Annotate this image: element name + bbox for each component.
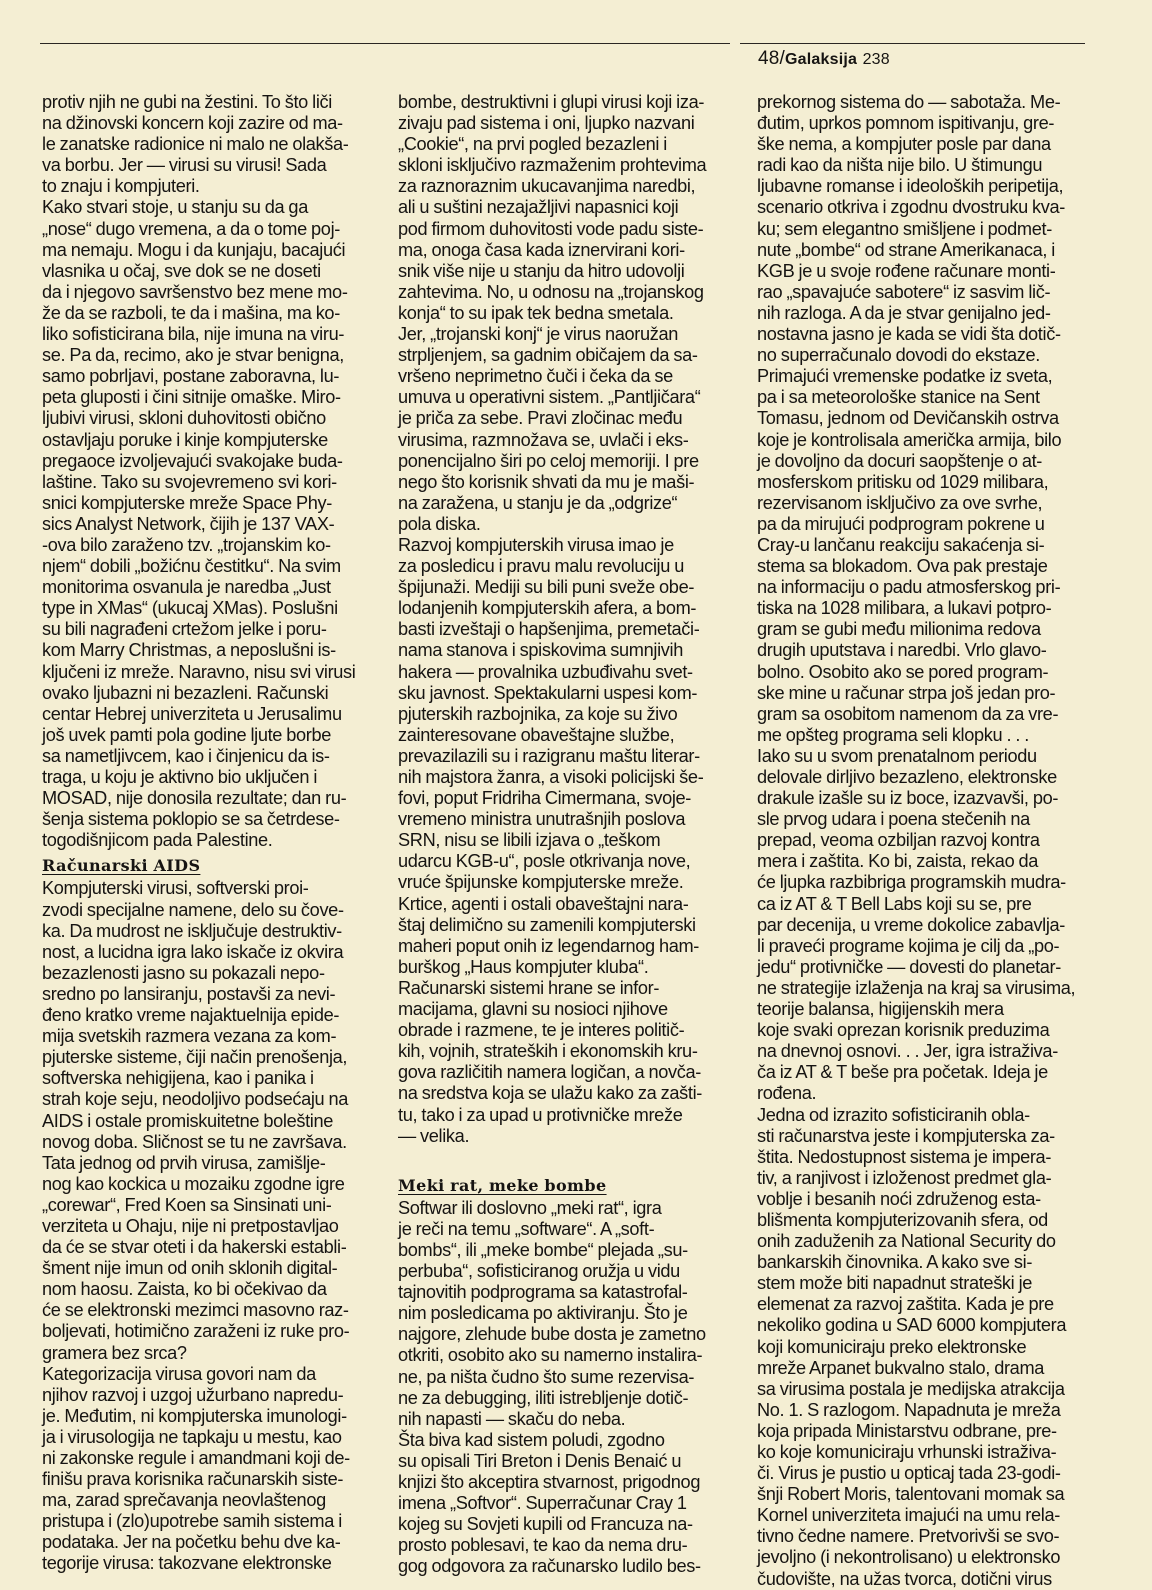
text-line: ni zakonske regule i amandmani koji de- <box>42 1448 350 1468</box>
text-line: ma, onoga časa kada iznervirani kori- <box>398 239 685 260</box>
text-line: tiska na 1028 milibara, a lukavi potpro- <box>757 598 1052 619</box>
text-line: ljubivi virusi, skloni duhovitosti obično <box>42 408 326 429</box>
text-line: bolno. Osobito ako se pored program- <box>757 661 1049 682</box>
text-line: drugih uputstava i naredbi. Vrlo glavo- <box>757 640 1047 661</box>
text-line: burškog „Haus kompjuter kluba“. <box>398 956 649 977</box>
text-line: pola diska. <box>398 513 481 534</box>
text-line: zahtevima. No, u odnosu na „trojanskog <box>398 281 704 302</box>
text-line: Računarski sistemi hrane se infor- <box>398 977 660 998</box>
text-line: obrade i razmene, te je interes politič- <box>398 1020 685 1041</box>
text-line: ne za debugging, iliti istrebljenje dotič- <box>398 1387 689 1408</box>
text-line: Kornel univerziteta imajući na umu rela- <box>757 1505 1060 1526</box>
blank-line <box>398 1147 728 1159</box>
text-line: Softwar ili doslovno „meki rat“, igra <box>398 1197 662 1218</box>
text-line: nost, a lucidna igra lako iskače iz okvira <box>42 941 344 962</box>
text-line: prevazilazili su i razigranu maštu literar- <box>398 745 700 766</box>
text-line: mosferskom pritisku od 1029 milibara, <box>757 471 1049 492</box>
text-line: gram sa osobitom namenom da za vre- <box>757 703 1059 724</box>
text-line: mera i zaštita. Ko bi, zaista, rekao da <box>757 851 1039 872</box>
text-line: blišmenta kompjuterizovanih sfera, od <box>757 1209 1048 1230</box>
text-line: je priča za sebe. Pravi zločinac među <box>398 408 683 429</box>
text-line: još uvek pamti pola godine ljute borbe <box>42 724 332 745</box>
text-line: đeno kratko vreme najaktuelnija epide- <box>42 1005 340 1026</box>
text-line: MOSAD, nije donosila rezultate; dan ru- <box>42 788 347 809</box>
text-line: peta gluposti i čini sitnije omaške. Miro- <box>42 387 341 408</box>
text-line: da i njegovo savršenstvo bez mene mo- <box>42 281 348 302</box>
text-line: koji komuniciraju preko elektronske <box>757 1336 1027 1357</box>
text-line: bankarskih činovnika. A kako sve si- <box>757 1252 1033 1273</box>
text-line: sku javnost. Spektakularni uspesi kom- <box>398 682 698 703</box>
text-line: nog kao kockica u mozaiku zgodne igre <box>42 1173 345 1194</box>
text-line: SRN, nisu se libili izjava o „teškom <box>398 830 661 851</box>
text-line: koje svaki oprezan korisnik preduzima <box>757 1020 1050 1041</box>
text-line: šment nije imun od onih sklonih digital- <box>42 1258 338 1279</box>
text-line: elemenat za razvoj zaštita. Kada je pre <box>757 1294 1054 1315</box>
text-line: Kompjuterski virusi, softverski proi- <box>42 878 309 899</box>
text-line: centar Hebrej univerziteta u Jerusalimu <box>42 703 342 724</box>
text-line: ca iz AT & T Bell Labs koji su se, pre <box>757 893 1032 914</box>
text-line: scenario otkriva i zgodnu dvostruku kva- <box>757 197 1065 218</box>
text-line: voblje i besanih noći združenog esta- <box>757 1188 1041 1209</box>
text-line: teorije balansa, higijenskih mera <box>757 999 1004 1020</box>
text-line: nama stanova i spiskovima sumnjivih <box>398 640 683 661</box>
text-line: umuva u operativni sistem. „Pantljičara“ <box>398 387 701 408</box>
text-line: stem može biti napadnut strateški je <box>757 1273 1033 1294</box>
text-line: AIDS i ostale promiskuitetne boleštine <box>42 1110 334 1131</box>
text-line: traga, u koju je aktivno bio uključen i <box>42 767 318 787</box>
text-line: prekornog sistema do — sabotaža. Me- <box>757 92 1061 112</box>
text-line: ske mine u računar strpa još jedan pro- <box>757 682 1056 703</box>
text-line: monitorima osvanula je naredba „Just <box>42 577 331 598</box>
text-line: bezazlenosti jasno su pokazali nepo- <box>42 962 325 983</box>
text-line: gramera bez srca? <box>42 1342 187 1363</box>
text-line: Šta biva kad sistem poludi, zgodno <box>398 1429 665 1450</box>
text-line: zivaju pad sistema i oni, ljupko nazvani <box>398 113 695 134</box>
text-line: prosto poblesavi, te kao da nema dru- <box>398 1535 688 1556</box>
text-line: „Cookie“, na prvi pogled bezazleni i <box>398 134 667 155</box>
text-line: ostavljaju poruke i kinje kompjuterske <box>42 429 328 450</box>
text-line: na sredstva koja se ulažu kako za zašti- <box>398 1083 702 1104</box>
text-line: stema sa blokadom. Ova pak prestaje <box>757 556 1048 577</box>
text-line: type in XMas“ (ukucaj XMas). Poslušni <box>42 598 338 619</box>
text-line: Kategorizacija virusa govori nam da <box>42 1363 316 1384</box>
text-column-1 <box>42 92 366 1575</box>
text-line: konja“ to su ipak tek bedna smetala. <box>398 302 674 323</box>
text-line: gram se gubi među milionima redova <box>757 619 1041 640</box>
text-line: ma nemaju. Mogu i da kunjaju, bacajući <box>42 239 346 260</box>
text-line: na informaciju o padu atmosferskog pri- <box>757 577 1061 598</box>
text-line: sredno po lansiranju, postavši za nevi- <box>42 983 336 1004</box>
text-line: sics Analyst Network, čijih je 137 VAX- <box>42 513 335 534</box>
text-line: pa i sa meteorološke stanice na Sent <box>757 387 1040 408</box>
text-line: „nose“ dugo vremena, a da o tome poj- <box>42 218 340 239</box>
text-line: Primajući vremenske podatke iz sveta, <box>757 366 1053 387</box>
text-line: se. Pa da, recimo, ako je stvar benigna, <box>42 345 344 366</box>
text-line: radi kao da ništa nije bilo. U štimungu <box>757 155 1043 176</box>
text-line: kom Marry Christmas, a neposlušni is- <box>42 640 336 661</box>
text-line: rao „spavajuće sabotere“ iz sasvim lič- <box>757 281 1051 302</box>
text-line: tajnovitih podprograma sa katastrofal- <box>398 1282 688 1303</box>
text-line: ali u suštini nezajažljivi napasnici koji <box>398 197 679 218</box>
magazine-name: Galaksija <box>785 51 858 68</box>
text-line: nostavna jasno je kada se vidi šta dotič- <box>757 324 1061 345</box>
text-line: — velika. <box>398 1125 470 1146</box>
text-line: kojeg su Sovjeti kupili od Francuza na- <box>398 1514 693 1535</box>
text-line: koje je kontrolisala američka armija, bilo <box>757 429 1062 450</box>
text-line: strah koje seju, neodoljivo podsećaju na <box>42 1089 349 1110</box>
text-line: đutim, uprkos pomnom ispitivanju, gre- <box>757 113 1055 134</box>
text-line: gova različitih namera logičan, a novča- <box>398 1062 701 1083</box>
blank-line <box>398 1159 728 1171</box>
text-line: za posledicu i pravu malu revoluciju u <box>398 556 684 577</box>
text-line: Kako stvari stoje, u stanju su da ga <box>42 197 308 218</box>
text-line: njihov razvoj i uzgoj užurbano napredu- <box>42 1384 344 1405</box>
text-line: -ova bilo zaraženo tzv. „trojanskim ko- <box>42 534 331 555</box>
text-line: strpljenjem, sa gadnim običajem da sa- <box>398 345 698 366</box>
text-line: ovako ljubazni ni bezazleni. Računski <box>42 682 329 703</box>
text-line: je reči na temu „software“. A „soft- <box>398 1218 655 1239</box>
text-column-3 <box>757 92 1087 1590</box>
text-line: rođena. <box>757 1083 817 1104</box>
text-line: samo pobrljavi, postane zaboravna, lu- <box>42 366 340 387</box>
text-line: že da se razboli, te da i mašina, ma ko- <box>42 302 340 323</box>
text-line: Tata jednog od prvih virusa, zamišlje- <box>42 1152 326 1173</box>
text-line: štaj delimično su zamenili kompjuterski <box>398 914 696 935</box>
text-line: ne strategije izlaženja na kraj sa virusima, <box>757 977 1076 998</box>
text-line: zvodi specijalne namene, delo su čove- <box>42 899 344 920</box>
text-line: novog doba. Sličnost se tu ne završava. <box>42 1131 347 1152</box>
text-line: nih razloga. A da je stvar genijalno jed- <box>757 302 1051 323</box>
text-line: laštine. Tako su svojevremeno svi kori- <box>42 471 337 492</box>
page-folio <box>758 48 890 70</box>
text-line: koja pripada Ministarstvu odbrane, pre- <box>757 1420 1057 1441</box>
text-line: li praveći programe kojima je cilj da „po- <box>757 935 1060 956</box>
text-line: ka. Da mudrost ne isključuje destruktiv- <box>42 920 342 941</box>
text-line: Cray-u lančanu reakciju sakaćenja si- <box>757 534 1045 555</box>
text-line: da će se stvar oteti i da hakerski establi- <box>42 1237 347 1258</box>
issue-number: 238 <box>862 51 890 68</box>
text-line: mreže Arpanet bukvalno stalo, drama <box>757 1357 1045 1378</box>
text-line: fovi, poput Fridriha Cimermana, svoje- <box>398 788 691 809</box>
text-line: tivno čedne namere. Pretvorivši se svo- <box>757 1526 1060 1547</box>
text-line: nego što korisnik shvati da mu je maši- <box>398 471 695 492</box>
text-line: sa nametljivcem, kao i činjenicu da is- <box>42 745 330 766</box>
text-line: tiv, a ranjivost i izloženost predmet gla- <box>757 1167 1052 1188</box>
text-line: pa da mirujući podprogram pokrene u <box>757 513 1045 534</box>
text-line: nom haosu. Zaista, ko bi očekivao da <box>42 1279 327 1300</box>
text-line: skloni isključivo razmaženim prohtevima <box>398 155 707 176</box>
text-line: ključeni iz mreže. Naravno, nisu svi virusi <box>42 661 356 682</box>
text-line: gog odgovora za računarsko ludilo bes- <box>398 1556 701 1577</box>
text-line: pjuterske sisteme, čiji način prenošenja, <box>42 1047 348 1068</box>
text-line: ne, pa ništa čudno što sume rezervisa- <box>398 1366 695 1387</box>
text-line: najgore, zlehude bube dosta je zametno <box>398 1324 706 1345</box>
text-line: ja i virusologija ne tapkaju u mestu, kao <box>42 1426 342 1447</box>
page-number: 48/ <box>758 48 786 69</box>
text-line: me opšteg programa seli klopku . . . <box>757 724 1030 745</box>
text-line: špijunaži. Mediji su bili puni sveže obe- <box>398 577 695 598</box>
text-line: šenja sistema poklopio se sa četrdese- <box>42 809 340 830</box>
text-line: le zanatske radionice ni malo ne olakša- <box>42 134 349 155</box>
text-line: knjizi što akceptira stvarnost, prigodnog <box>398 1472 701 1492</box>
text-line: snici kompjuterske mreže Space Phy- <box>42 492 333 513</box>
text-line: to znaju i kompjuteri. <box>42 176 200 197</box>
text-line: ča iz AT & T beše pra početak. Ideja je <box>757 1062 1048 1083</box>
text-line: nekoliko godina u SAD 6000 kompjutera <box>757 1315 1067 1336</box>
text-line: hakera — provalnika uzbuđivahu svet- <box>398 661 693 682</box>
text-line: Jer, „trojanski konj“ je virus naoružan <box>398 324 679 345</box>
text-line: no superračunalo dovodi do ekstaze. <box>757 345 1041 366</box>
text-line: boljevati, hotimično zaraženi iz ruke pro- <box>42 1321 350 1342</box>
text-line: finišu prava korisnika računarskih siste- <box>42 1469 344 1490</box>
text-line: vremeno ministra unutrašnjih poslova <box>398 809 686 830</box>
text-line: ljubavne romanse i ideoloških peripetija, <box>757 176 1064 197</box>
text-line: par decenija, u vreme dokolice zabavlja- <box>757 914 1066 935</box>
text-line: je. Međutim, ni kompjuterska imunologi- <box>42 1405 347 1426</box>
text-line: pjuterskih razbojnika, za koje su živo <box>398 703 678 724</box>
text-line: nih majstora žanra, a visoki policijski še- <box>398 767 704 787</box>
text-line: macijama, glavni su nosioci njihove <box>398 999 668 1020</box>
text-line: va borbu. Jer — virusi su virusi! Sada <box>42 155 327 176</box>
text-line: Krtice, agenti i ostali obaveštajni nara- <box>398 893 689 914</box>
text-line: basti izveštaji o hapšenjima, premetači- <box>398 619 700 640</box>
text-line: pregaoce izvoljevajući svakojake buda- <box>42 450 343 471</box>
text-line: ške nema, a kompjuter posle par dana <box>757 134 1051 155</box>
text-line: onih zaduženih za National Security do <box>757 1231 1056 1252</box>
text-line: či. Virus je pustio u opticaj tada 23-godi- <box>757 1463 1061 1484</box>
text-line: štita. Nedostupnost sistema je impera- <box>757 1146 1052 1167</box>
text-line: ma, zarad sprečavanja neovlaštenog <box>42 1490 326 1511</box>
text-line: rezervisanom isključivo za ove svrhe, <box>757 492 1043 513</box>
text-line: softverska nehigijena, kao i panika i <box>42 1068 314 1089</box>
text-line: vršeno neprimetno čuči i čeka da se <box>398 366 673 387</box>
text-line: maheri poput onih iz legendarnog ham- <box>398 935 700 956</box>
text-line: podataka. Jer na početku behu dve ka- <box>42 1532 341 1553</box>
header-rule-right <box>740 43 1085 44</box>
text-line: njem“ dobili „božićnu čestitku“. Na svim <box>42 556 341 577</box>
section-heading: Računarski AIDS <box>42 856 201 876</box>
text-line: protiv njih ne gubi na žestini. To što liči <box>42 92 332 112</box>
text-line: su bili nagrađeni crtežom jelke i poru- <box>42 619 327 640</box>
text-column-2 <box>398 92 728 1577</box>
text-line: su opisali Tiri Breton i Denis Benaić u <box>398 1450 682 1471</box>
text-line: kih, vojnih, strateških i ekonomskih kru- <box>398 1041 698 1062</box>
text-line: liko sofisticirana bila, nije imuna na viru- <box>42 324 345 345</box>
text-line: lodanjenih kompjuterskih afera, a bom- <box>398 598 697 619</box>
text-line: snik više nije u stanju da hitro udovolji <box>398 260 685 281</box>
text-line: delovale dirljivo bezazleno, elektronske <box>757 767 1057 787</box>
text-line: togodišnjicom pada Palestine. <box>42 830 273 851</box>
text-line: jevoljno (i nekontrolisano) u elektronsko <box>757 1547 1061 1568</box>
text-line: Razvoj kompjuterskih virusa imao je <box>398 534 674 555</box>
text-line: KGB je u svoje rođene računare monti- <box>757 260 1056 281</box>
text-line: verziteta u Ohaju, nije ni pretpostavljao <box>42 1215 339 1236</box>
text-line: nim posledicama po aktiviranju. Što je <box>398 1303 688 1324</box>
text-line: tegorije virusa: takozvane elektronske <box>42 1553 332 1574</box>
text-line: vlasnika u očaj, sve dok se ne doseti <box>42 260 321 281</box>
text-line: Iako su u svom prenatalnom periodu <box>757 745 1037 766</box>
header-rule-left <box>40 43 730 44</box>
text-line: nih napasti — skaču do neba. <box>398 1408 626 1429</box>
text-line: je dovoljno da docuri saopštenje o at- <box>757 450 1043 471</box>
text-line: prepad, veoma ozbiljan razvoj kontra <box>757 830 1040 851</box>
text-line: će se elektronski mezimci masovno raz- <box>42 1300 349 1321</box>
text-line: No. 1. S razlogom. Napadnuta je mreža <box>757 1399 1061 1420</box>
text-line: mija svetskih razmera vezana za kom- <box>42 1026 337 1047</box>
text-line: udarcu KGB-u“, posle otkrivanja nove, <box>398 851 691 872</box>
text-line: ku; sem elegantno smišljene i podmet- <box>757 218 1052 239</box>
text-line: perbuba“, sofisticiranog oružja u vidu <box>398 1261 680 1282</box>
text-line: sle prvog udara i poena stečenih na <box>757 809 1030 830</box>
text-line: na džinovski koncern koji zazire od ma- <box>42 113 343 134</box>
text-line: Tomasu, jednom od Devičanskih ostrva <box>757 408 1059 429</box>
text-line: nute „bombe“ od strane Amerikanaca, i <box>757 239 1055 260</box>
text-line: pristupa i (zlo)upotrebe samih sistema i <box>42 1511 342 1532</box>
text-line: jedu“ protivničke — dovesti do planetar- <box>757 956 1061 977</box>
text-line: otkriti, osobito ako su namerno instalira- <box>398 1345 703 1366</box>
text-line: ponencijalno širi po celoj memoriji. I pre <box>398 450 699 471</box>
text-line: drakule izašle su iz boce, izazvavši, po- <box>757 788 1059 809</box>
text-line: bombs“, ili „meke bombe“ plejada „su- <box>398 1239 688 1260</box>
text-line: „corewar“, Fred Koen sa Sinsinati uni- <box>42 1194 332 1215</box>
text-line: Jedna od izrazito sofisticiranih obla- <box>757 1104 1030 1125</box>
text-line: zainteresovane obaveštajne službe, <box>398 724 675 745</box>
text-line: pod firmom duhovitosti vode padu siste- <box>398 218 704 239</box>
text-line: vruće špijunske kompjuterske mreže. <box>398 872 684 893</box>
text-line: za raznoraznim ukucavanjima naredbi, <box>398 176 696 197</box>
text-line: čudovište, na užas tvorca, dotični virus <box>757 1568 1052 1589</box>
text-line: bombe, destruktivni i glupi virusi koji iza- <box>398 92 705 112</box>
text-line: ko koje komuniciraju vrhunski istraživa- <box>757 1442 1057 1462</box>
text-line: tu, tako i za upad u protivničke mreže <box>398 1104 683 1125</box>
text-line: imena „Softvor“. Superračunar Cray 1 <box>398 1493 687 1514</box>
text-line: će ljupka razbibriga programskih mudra- <box>757 872 1066 893</box>
text-line: na zaražena, u stanju je da „odgrize“ <box>398 492 678 513</box>
text-line: šnji Robert Moris, talentovani momak sa <box>757 1484 1065 1505</box>
section-heading: Meki rat, meke bombe <box>398 1175 607 1195</box>
text-line: na dnevnoj osnovi. . . Jer, igra istraživa- <box>757 1041 1058 1062</box>
text-line: virusima, razmnožava se, uvlači i eks- <box>398 429 689 450</box>
text-line: sa virusima postala je medijska atrakcija <box>757 1378 1065 1399</box>
text-line: sti računarstva jeste i kompjuterska za- <box>757 1125 1055 1146</box>
